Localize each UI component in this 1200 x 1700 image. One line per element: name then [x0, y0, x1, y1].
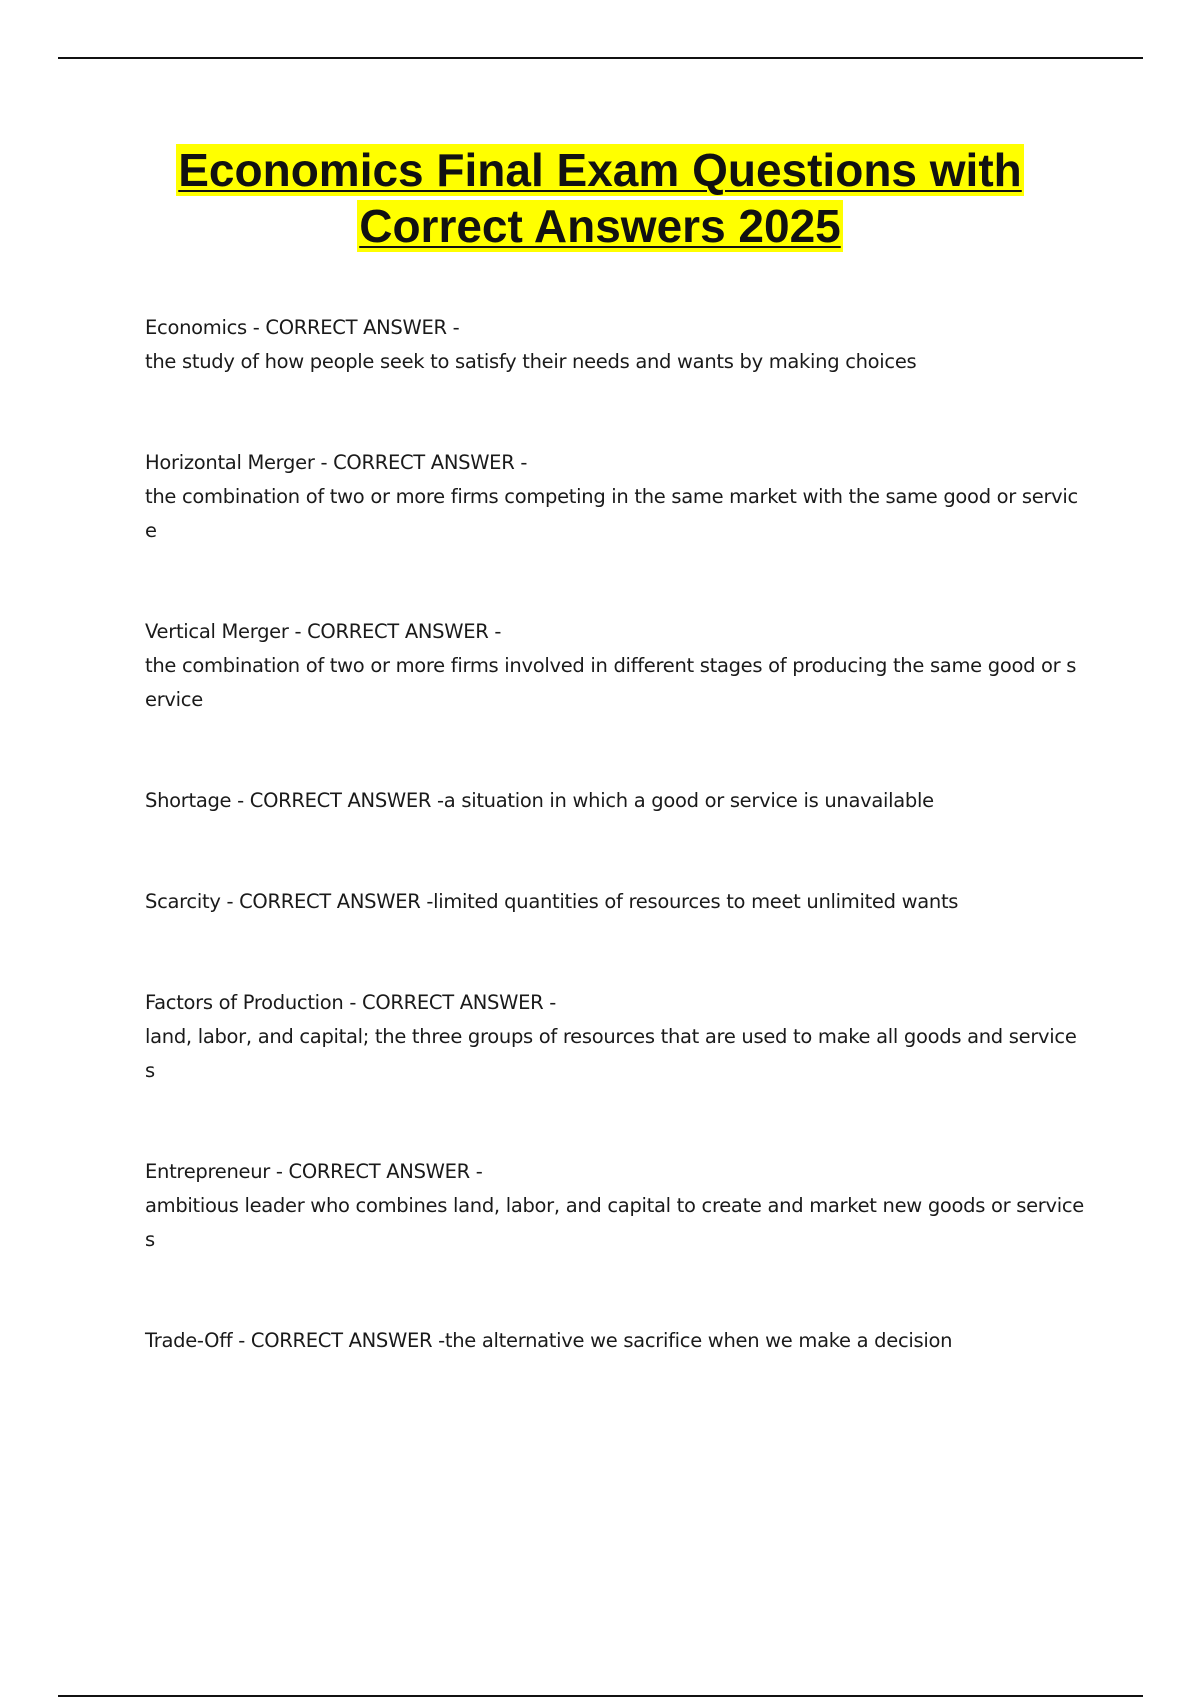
qa-entry	[145, 1324, 1085, 1358]
entry-definition: land, labor, and capital; the three groups of resources that are used to make all goods and services	[145, 1025, 1077, 1082]
entry-definition: a situation in which a good or service is unavailable	[443, 789, 934, 812]
qa-entry	[145, 986, 1085, 1088]
qa-entry	[145, 311, 1085, 379]
entry-term: Vertical Merger - CORRECT ANSWER -	[145, 620, 502, 643]
entry-term: Scarcity - CORRECT ANSWER -	[145, 890, 434, 913]
title-line-1: Economics Final Exam Questions with	[178, 144, 1022, 196]
entry-term: Entrepreneur - CORRECT ANSWER -	[145, 1160, 483, 1183]
entry-definition: ambitious leader who combines land, labor, and capital to create and market new goods or services	[145, 1194, 1084, 1251]
qa-entry	[145, 615, 1085, 717]
entry-term: Horizontal Merger - CORRECT ANSWER -	[145, 451, 528, 474]
entry-definition: the combination of two or more firms involved in different stages of producing the same good or service	[145, 654, 1077, 711]
qa-list	[145, 311, 1085, 1358]
qa-entry	[145, 784, 1085, 818]
entry-definition: the study of how people seek to satisfy their needs and wants by making choices	[145, 350, 917, 373]
entry-term: Factors of Production - CORRECT ANSWER -	[145, 991, 557, 1014]
qa-entry	[145, 446, 1085, 548]
entry-definition: the combination of two or more firms competing in the same market with the same good or service	[145, 485, 1078, 542]
entry-term: Shortage - CORRECT ANSWER -	[145, 789, 444, 812]
entry-definition: limited quantities of resources to meet unlimited wants	[433, 890, 959, 913]
bottom-rule	[58, 1695, 1143, 1697]
top-rule	[58, 57, 1143, 59]
entry-definition: the alternative we sacrifice when we make a decision	[444, 1329, 953, 1352]
title-line-2: Correct Answers 2025	[359, 200, 841, 252]
entry-term: Economics - CORRECT ANSWER -	[145, 316, 460, 339]
document-title	[0, 142, 1200, 254]
qa-entry	[145, 1155, 1085, 1257]
entry-term: Trade-Off - CORRECT ANSWER -	[145, 1329, 445, 1352]
qa-entry	[145, 885, 1085, 919]
